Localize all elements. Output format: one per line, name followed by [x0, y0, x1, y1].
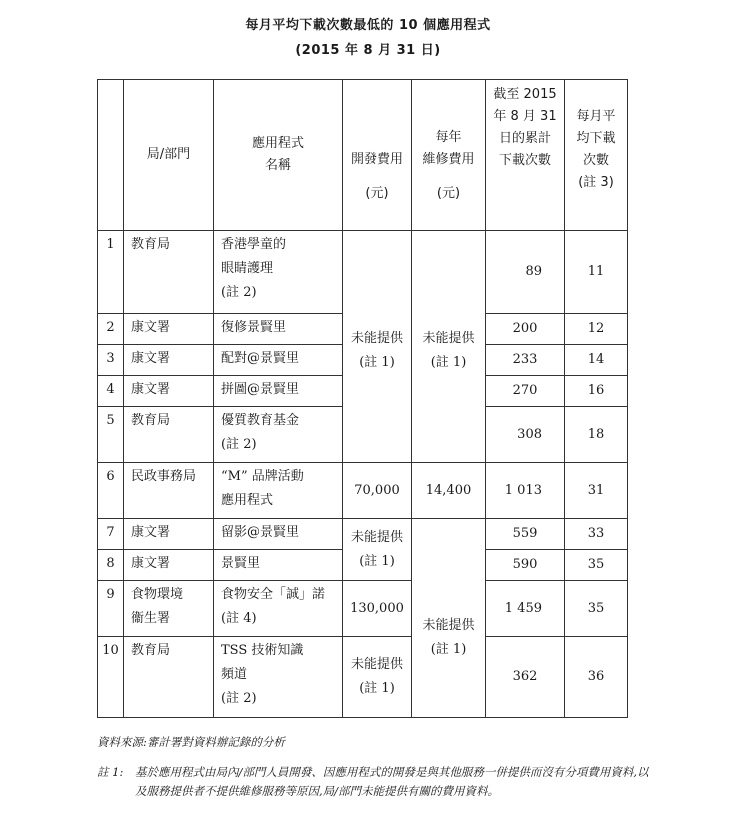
header-cum-downloads: 截至 2015 年 8 月 31 日的累計 下載次數: [486, 80, 565, 231]
source-note: 資料來源:審計署對資料辦記錄的分析: [97, 735, 285, 749]
maint-cost-na-1: 未能提供 (註 1): [412, 231, 486, 463]
table-row: 9 食物環境 衞生署 食物安全「誠」諾 (註 4) 130,000 1 459 35: [98, 581, 628, 637]
table-row: 2 康文署 復修景賢里 200 12: [98, 314, 628, 345]
table-title: 每月平均下載次數最低的 10 個應用程式: [245, 18, 491, 33]
dev-cost-na-2: 未能提供 (註 1): [343, 519, 412, 581]
table-row: 5 教育局 優質教育基金 (註 2) 308 18: [98, 407, 628, 463]
header-row: [98, 80, 628, 231]
maint-cost-na-2: 未能提供 (註 1): [412, 519, 486, 718]
header-index: [98, 80, 124, 231]
table-row: 3 康文署 配對@景賢里 233 14: [98, 345, 628, 376]
header-avg-downloads: 每月平 均下載 次數 (註 3): [565, 80, 628, 231]
table-row: 8 康文署 景賢里 590 35: [98, 550, 628, 581]
header-app-name: 應用程式 名稱: [214, 80, 343, 231]
table-row: 4 康文署 拼圖@景賢里 270 16: [98, 376, 628, 407]
header-dev-cost: 開發費用 (元): [343, 80, 412, 231]
header-dept: 局/部門: [124, 80, 214, 231]
table-row: 6 民政事務局 “M” 品牌活動 應用程式 70,000 14,400 1 013 31: [98, 463, 628, 519]
apps-table: [97, 79, 628, 718]
table-row: 7 康文署 留影@景賢里 未能提供 (註 1) 未能提供 (註 1) 559 33: [98, 519, 628, 550]
dev-cost-na-1: 未能提供 (註 1): [343, 231, 412, 463]
table-row: 10 教育局 TSS 技術知識 頻道 (註 2) 未能提供 (註 1) 362 36: [98, 637, 628, 718]
footnote-1: 註 1: 基於應用程式由局內/部門人員開發、因應用程式的開發是與其他服務一併提供而沒有分項費用資料,以及服務提供者不提供維修服務等原因,局/部門未能提供有關的費用資料。: [97, 765, 649, 798]
table-row: 1 教育局 香港學童的 眼睛護理 (註 2) 未能提供 (註 1) 未能提供 (註 1) 89 11: [98, 231, 628, 314]
header-maint-cost: 每年 維修費用 (元): [412, 80, 486, 231]
dev-cost-na-3: 未能提供 (註 1): [343, 637, 412, 718]
table-date: (2015 年 8 月 31 日): [295, 43, 441, 58]
